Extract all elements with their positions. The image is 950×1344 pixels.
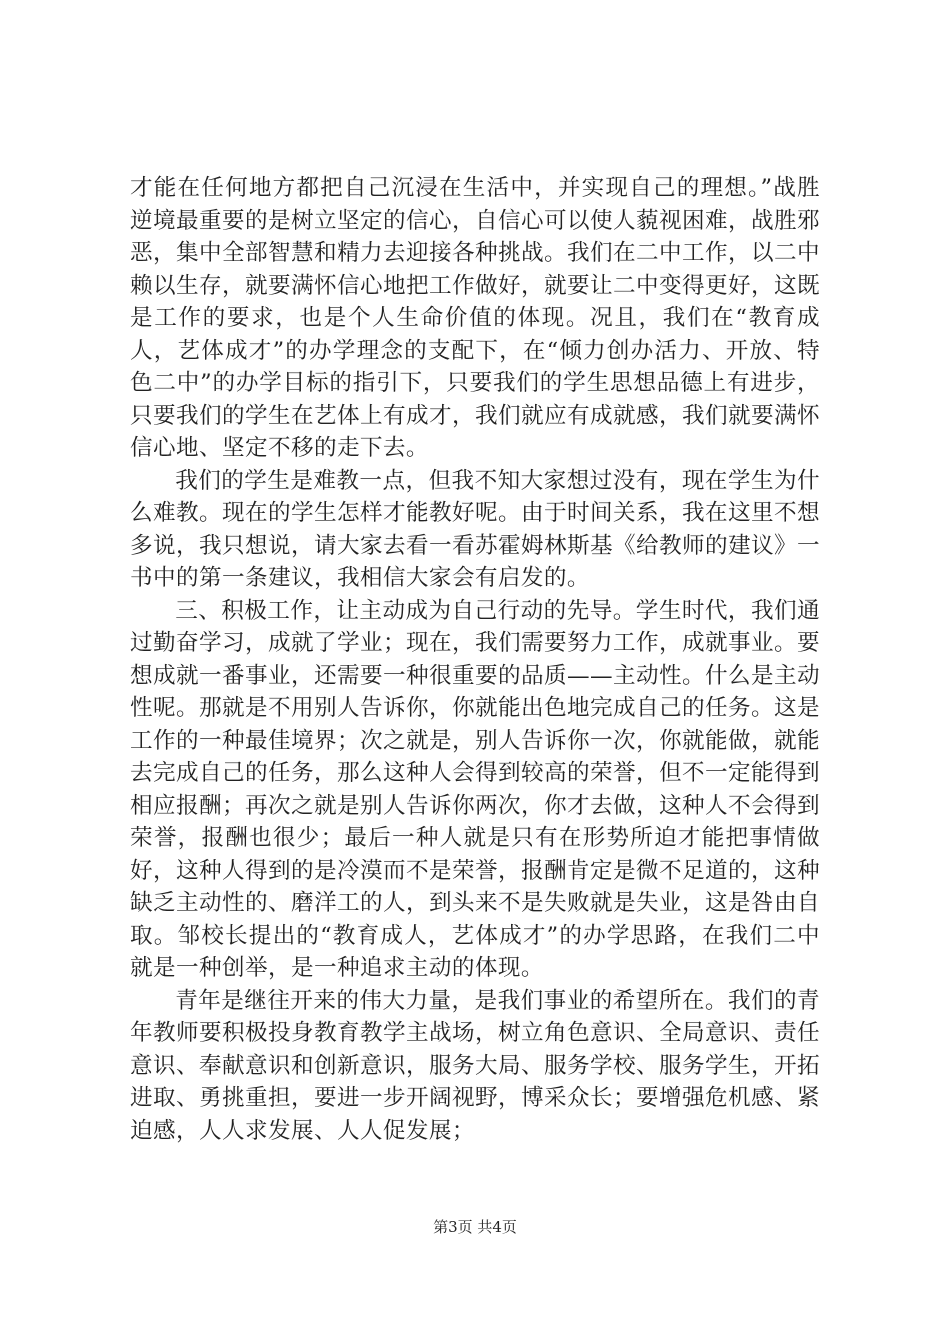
paragraph-4: 青年是继往开来的伟大力量，是我们事业的希望所在。我们的青年教师要积极投身教育教学主战场，树立角色意识、全局意识、责任意识、奉献意识和创新意识，服务大局、服务学校、服务学生，开拓进取、勇挑重担，要进一步开阔视野，博采众长；要增强危机感、紧迫感，人人求发展、人人促发展； (130, 987, 820, 1144)
document-body (130, 172, 820, 1147)
page-number-footer: 第3页 共4页 (433, 1218, 517, 1236)
paragraph-3: 三、积极工作，让主动成为自己行动的先导。学生时代，我们通过勤奋学习，成就了学业；现在，我们需要努力工作，成就事业。要想成就一番事业，还需要一种很重要的品质——主动性。什么是主动性呢。那就是不用别人告诉你，你就能出色地完成自己的任务。这是工作的一种最佳境界；次之就是，别人告诉你一次，你就能做，就能去完成自己的任务，那么这种人会得到较高的荣誉，但不一定能得到相应报酬；再次之就是别人告诉你两次，你才去做，这种人不会得到荣誉，报酬也很少；最后一种人就是只有在形势所迫才能把事情做好，这种人得到的是冷漠而不是荣誉，报酬肯定是微不足道的，这种缺乏主动性的、磨洋工的人，到头来不是失败就是失业，这是咎由自取。邹校长提出的“教育成人，艺体成才”的办学思路，在我们二中就是一种创举，是一种追求主动的体现。 (130, 597, 820, 981)
paragraph-2: 我们的学生是难教一点，但我不知大家想过没有，现在学生为什么难教。现在的学生怎样才能教好呢。由于时间关系，我在这里不想多说，我只想说，请大家去看一看苏霍姆林斯基《给教师的建议》一书中的第一条建议，我相信大家会有启发的。 (130, 467, 820, 591)
paragraph-1: 才能在任何地方都把自己沉浸在生活中，并实现自己的理想。”战胜逆境最重要的是树立坚定的信心，自信心可以使人藐视困难，战胜邪恶，集中全部智慧和精力去迎接各种挑战。我们在二中工作，以二中赖以生存，就要满怀信心地把工作做好，就要让二中变得更好，这既是工作的要求，也是个人生命价值的体现。况且，我们在“教育成人，艺体成才”的办学理念的支配下，在“倾力创办活力、开放、特色二中”的办学目标的指引下，只要我们的学生思想品德上有进步，只要我们的学生在艺体上有成才，我们就应有成就感，我们就要满怀信心地、坚定不移的走下去。 (130, 175, 820, 461)
